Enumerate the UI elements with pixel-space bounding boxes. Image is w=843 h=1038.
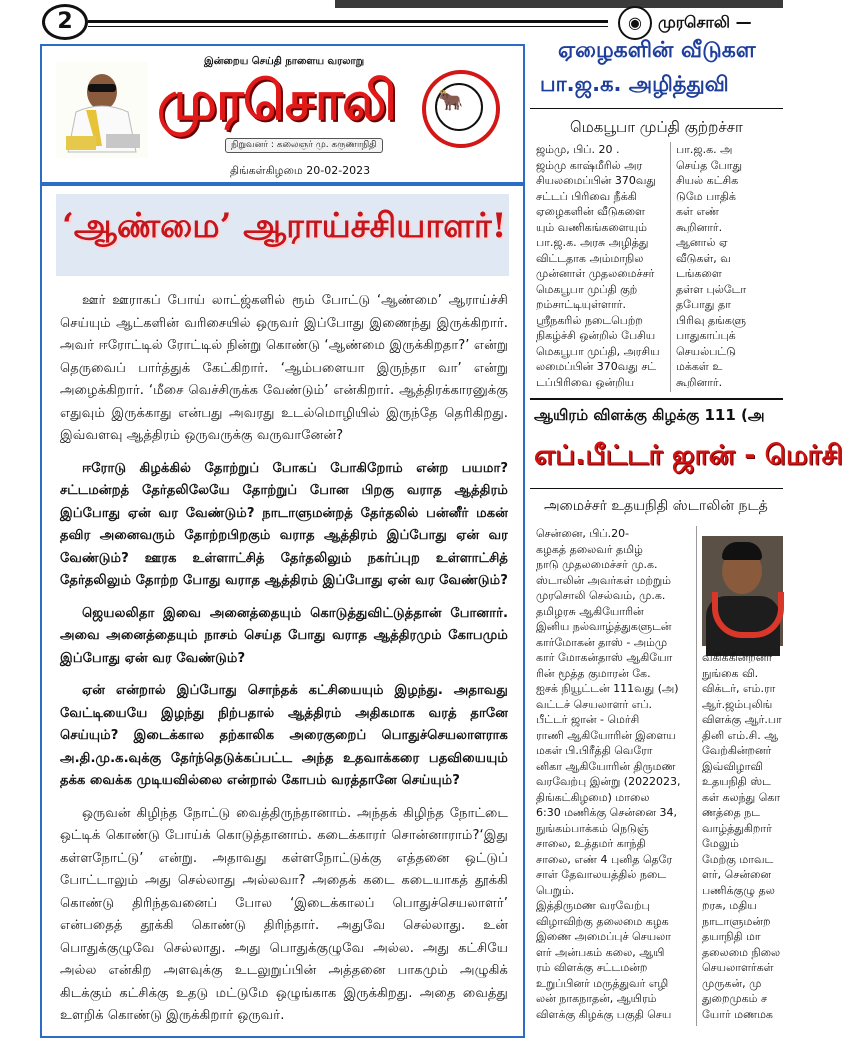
column-line: இணை அமைப்புச் செயலா	[536, 930, 672, 943]
top-rule-thin	[88, 26, 608, 27]
story2-subhead: அமைச்சர் உதயநிதி ஸ்டாலின் நடத்	[544, 498, 768, 514]
column-line: துறைமுகம் ச	[702, 992, 768, 1005]
column-line: திங்கட்கிழமை) மாலை	[536, 790, 650, 804]
column-line: கள் கலந்து கொ	[702, 790, 781, 804]
story1-col-b	[676, 142, 786, 390]
masthead-founder: நிறுவனர் : கலைஞர் மு. கருணாநிதி	[225, 138, 383, 153]
column-line: றம்சாட்டியுள்ளார்.	[536, 298, 626, 311]
founder-portrait	[56, 62, 148, 158]
column-line: டப்பிரிவை ஒன்றிய	[536, 375, 635, 389]
column-line: பெறும்.	[536, 883, 575, 897]
column-line: ளர், சென்னை	[702, 868, 772, 881]
column-line: வட்டச் செயலாளர் எப்.	[536, 697, 653, 711]
story2-headline: எப்.பீட்டர் ஜான் - மெர்சி	[534, 440, 843, 471]
story1-headline-line1: ஏழைகளின் வீடுகள	[558, 38, 756, 63]
column-line: சென்னை, பிப்.20-	[536, 527, 630, 540]
column-line: விழாவிற்கு தலைமை கழக	[536, 914, 669, 928]
right-header-paper-name: முரசொலி	[658, 12, 730, 32]
column-line: சட்டப் பிரிவை நீக்கி	[536, 189, 637, 203]
column-line: ரம் விளக்கு சட்டமன்ற	[536, 961, 648, 974]
column-line: ஆனால் ஏ	[676, 236, 728, 249]
column-line: மக்கள் உ	[676, 360, 723, 373]
groom-photo	[702, 536, 783, 646]
column-line: விக்டர், எம்.ரா	[702, 682, 776, 695]
column-line: தமிழரசு ஆகியோரின்	[536, 604, 644, 618]
story2-col-b	[702, 650, 792, 1022]
masthead-separator	[42, 182, 523, 186]
column-line: தள்ள புல்டோ	[676, 282, 747, 296]
article-paragraph: ஈரோடு கிழக்கில் தோற்றுப் போகப் போகிறோம் என்ற பயமா? சட்டமன்றத் தேர்தலிலேயே தோற்றுப் போன பிறகு வராத ஆத்திரம் இப்போது ஏன் வர வேண்டும்? நாடாளுமன்றத் தேர்தலில் பன்னீர் மகன் தவிர அனைவரும் தோற்றபிறகும் வராத ஆத்திரம் இப்போது ஏன் வர வேண்டும்? ஊரக உள்ளாட்சித் தேர்தலிலும் நகர்ப்புற உள்ளாட்சித் தேர்தலிலும் தோற்ற போது வராத ஆத்திரம் இப்போது ஏன் வர வேண்டும்?	[60, 460, 508, 588]
article-headline: ‘ஆண்மை’ ஆராய்ச்சியாளர்!	[62, 206, 507, 246]
column-line: ஏழைகளின் வீடுகளை	[536, 205, 645, 218]
dateline: திங்கள்கிழமை 20-02-2023	[230, 164, 371, 177]
column-line: நிகழ்ச்சி ஒன்றில் பேசிய	[536, 329, 656, 342]
column-line: தினி எம்.சி. ஆ	[702, 728, 779, 742]
column-line: ளர் அன்பகம் கலை, ஆயி	[536, 945, 665, 959]
column-line: நுங்கை வி.	[702, 666, 759, 680]
masthead-tagline: இன்றைய செய்தி நாளைய வரலாறு	[204, 56, 365, 67]
bull-icon: 🐂	[438, 88, 463, 112]
column-line: வீடுகள், வ	[676, 251, 731, 265]
column-line: ஐசக் நியூட்டன் 111வது (அ)	[536, 682, 679, 695]
column-line: மெகபூபா முப்தி, அரசிய	[536, 344, 660, 358]
column-line: வாழ்த்துகிறார்	[702, 821, 772, 835]
column-line: நாடு முதலமைச்சர் மு.க.	[536, 558, 658, 571]
story1-headline-line2: பா.ஜ.க. அழித்துவி	[540, 72, 729, 96]
column-line: வரவேற்பு இன்று (2022023,	[536, 775, 681, 788]
drum-logo-icon: ◉	[618, 6, 652, 40]
column-line: யோர் மணமக	[702, 1007, 773, 1021]
column-line: முன்னாள் முதலமைச்சர்	[536, 267, 655, 280]
column-line: செய்த போது	[676, 158, 743, 172]
right-column	[530, 36, 843, 1026]
column-line: லன் நாகநாதன், ஆயிரம்	[536, 992, 657, 1005]
column-line: மகள் பி.பிரீத்தி வெரோ	[536, 744, 653, 757]
article-paragraph: ஒருவன் கிழிந்த நோட்டு வைத்திருந்தானாம். அந்தக் கிழிந்த நோட்டை ஒட்டிக் கொண்டு போய்க் கொடுத்தானாம். கடைக்காரர் சொன்னாராம்?‘இது கள்ளநோட்டு’ என்று. அதாவது கள்ளநோட்டுக்கு எத்தனை ஒட்டுப் போட்டாலும் அது செல்லாது அல்லவா? அதைக் கடை கடையாகத் தூக்கி கொண்டு திரிந்தவனைப் போல ‘இடைக்காலப் பொதுச்செயலாளர்’ என்பதைத் தூக்கி கொண்டு திரிந்தார். அதுவே செல்லாது. உன் பொதுக்குழுவே செல்லாது. அது பொதுக்குழுவே அல்ல. அது கட்சியே அல்ல என்கிற அளவுக்கு உடலுறுப்பின் அத்தனை பாகமும் அழுகிக் கிடக்கும் கட்சிக்கு உதடு மட்டுமே ஒழுங்காக இருக்கிறது. அதை வைத்து உளறிக் கொண்டு இருக்கிறார் ஒருவர்.	[60, 805, 508, 1023]
column-line: நுங்கம்பாக்கம் நெடுஞ்	[536, 821, 649, 835]
column-line: னிகா ஆகியோரின் திருமண	[536, 759, 676, 773]
column-line: சாலை, எண் 4 புனித தெரே	[536, 852, 673, 866]
column-line: இத்திருமண வரவேற்பு	[536, 899, 650, 912]
column-line: டங்களை	[676, 267, 722, 280]
right-header-dash: —	[730, 12, 752, 32]
column-line: 6:30 மணிக்கு சென்னை 34,	[536, 806, 678, 819]
article-paragraph: ஊர் ஊராகப் போய் லாட்ஜ்களில் ரூம் போட்டு ‘ஆண்மை’ ஆராய்ச்சி செய்யும் ஆட்களின் வரிசையில் ஒருவர் இப்போது இணைந்து இருக்கிறார். அவர் ஈரோட்டில் ரோட்டில் நின்று கொண்டு ‘ஆண்மை இருக்கிறதா?’ என்று தெருவைப் பார்த்துக் கேட்கிறார். ‘ஆம்பளையா இருந்தா வா’ என்று அழைக்கிறார். ‘மீசை வெச்சிருக்க வேண்டும்’ என்கிறார். ஆத்திரக்காரனுக்கு எதுவும் இருக்காது என்பது அவரது உடல்மொழியில் இருந்தே தெரிகிறது. இவ்வளவு ஆத்திரம் ஒருவருக்கு வருவானேன்?	[60, 293, 508, 443]
column-line: இவ்விழாவி	[702, 759, 763, 773]
column-line: டுமே பாதிக்	[676, 189, 736, 203]
column-line: விளக்கு ஆர்.பா	[702, 713, 782, 726]
column-line: பிரிவு தங்களு	[676, 313, 747, 327]
column-line: செயலாளர்கள்	[702, 961, 774, 974]
column-line: ஜம்மு காஷ்மீரில் அர	[536, 158, 643, 172]
column-line: ஜம்மு, பிப். 20 .	[536, 143, 620, 156]
right-page-header	[618, 6, 752, 40]
story1-subhead: மெகபூபா முப்தி குற்றச்சா	[570, 118, 743, 136]
column-separator	[696, 526, 697, 1026]
column-line: கார்மோகன் தாஸ் - அம்மு	[536, 635, 668, 649]
column-line: லமைப்பின் 370வது சட்	[536, 360, 657, 373]
column-line: ஸ்டாலின் அவர்கள் மற்றும்	[536, 573, 672, 587]
column-line: விளக்கு கிழக்கு பகுதி செய	[536, 1007, 672, 1021]
column-separator	[670, 142, 671, 392]
column-line: முருகன், மு	[702, 976, 762, 990]
column-line: நாடாளுமன்ற	[702, 914, 771, 928]
top-rule	[88, 20, 608, 23]
column-line: மேற்கு மாவட	[702, 852, 774, 866]
column-line: ஆர்.ஜம்புலிங்	[702, 697, 773, 711]
story2-col-a	[536, 526, 692, 1022]
story1-rule	[530, 108, 783, 109]
article-body	[60, 290, 508, 1038]
column-line: தலைமை நிலை	[702, 945, 781, 959]
column-line: பா.ஜ.க. அரசு அழித்து	[536, 236, 649, 249]
column-line: பா.ஜ.க. அ	[676, 143, 733, 156]
column-line: பணிக்குழு தல	[702, 883, 775, 897]
column-line: சியல் கட்சிக	[676, 174, 739, 187]
column-line: தபோது தா	[676, 298, 731, 311]
column-line: கழகத் தலைவர் தமிழ்	[536, 542, 643, 556]
column-line: உதயநிதி ஸ்ட	[702, 775, 771, 788]
column-line: ராணி ஆகியோரின் இளைய	[536, 728, 676, 742]
column-line: செயல்பட்டு	[676, 344, 736, 358]
column-line: கூறினார்.	[676, 220, 723, 234]
party-seal	[422, 70, 500, 148]
column-line: ணத்தை நட	[702, 806, 761, 819]
column-line: பாதுகாப்புக்	[676, 329, 736, 342]
column-line: சியலமைப்பின் 370வது	[536, 174, 656, 187]
story1-col-a	[536, 142, 664, 390]
column-line: றரசு, மதிய	[702, 899, 757, 912]
column-line: உறுப்பினர் மருத்துவர் எழி	[536, 976, 669, 990]
column-line: விட்டதாக அம்மாநில	[536, 251, 644, 265]
masthead-title: முரசொலி	[157, 68, 396, 132]
column-line: வேற்கின்றனர்	[702, 744, 772, 757]
column-line: இனிய நல்வாழ்த்துகளுடன்	[536, 620, 672, 633]
column-line: முரசொலி செல்வம், மு.க.	[536, 589, 666, 602]
column-line: கள் எண்	[676, 205, 720, 218]
column-line: யும் வணிகங்களையும்	[536, 220, 647, 234]
column-line: சாலை, உத்தமர் காந்தி	[536, 837, 646, 850]
column-line: மெகபூபா முப்தி குற்	[536, 282, 638, 296]
story2-rule	[530, 488, 783, 489]
page-number: 2	[42, 4, 88, 40]
column-line: கூறினார்.	[676, 375, 723, 389]
column-line: மேலும்	[702, 837, 739, 850]
story-divider	[530, 398, 783, 400]
column-line: ஸ்ரீநகரில் நடைபெற்ற	[536, 313, 643, 327]
column-line: கார் மோகன்தாஸ் ஆகியோ	[536, 651, 673, 664]
column-line: வகிக்கின்றனர்	[702, 651, 773, 664]
column-line: தயாநிதி மா	[702, 930, 761, 943]
article-paragraph: ஏன் என்றால் இப்போது சொந்தக் கட்சியையும் இழந்து. அதாவது வேட்டியையே இழந்து நிற்பதால் ஆத்திரம் அதிகமாக வரத் தானே செய்யும்? இடைக்கால தற்காலிக அரைகுறைப் பொதுச்செயலாளராக அ.தி.மு.க.வுக்கு தேர்ந்தெடுக்கப்பட்ட அந்த உதவாக்கரை பதவியையும் தக்க வைக்க முடியவில்லை என்றால் கோபம் வரத்தானே செய்யும்?	[60, 683, 508, 788]
article-paragraph: ஜெயலலிதா இவை அனைத்தையும் கொடுத்துவிட்டுத்தான் போனார். அவை அனைத்தையும் நாசம் செய்த போது வராத ஆத்திரமும் கோபமும் இப்போது ஏன் வர வேண்டும்?	[60, 605, 508, 666]
column-line: பீட்டர் ஜான் - மெர்சி	[536, 713, 640, 726]
story2-kicker: ஆயிரம் விளக்கு கிழக்கு 111 (அ	[534, 406, 765, 424]
column-line: ரின் மூத்த குமாரன் கே.	[536, 666, 651, 680]
column-line: சாள் தேவாலயத்தில் நடை	[536, 868, 667, 881]
editorial-box	[40, 44, 525, 1038]
